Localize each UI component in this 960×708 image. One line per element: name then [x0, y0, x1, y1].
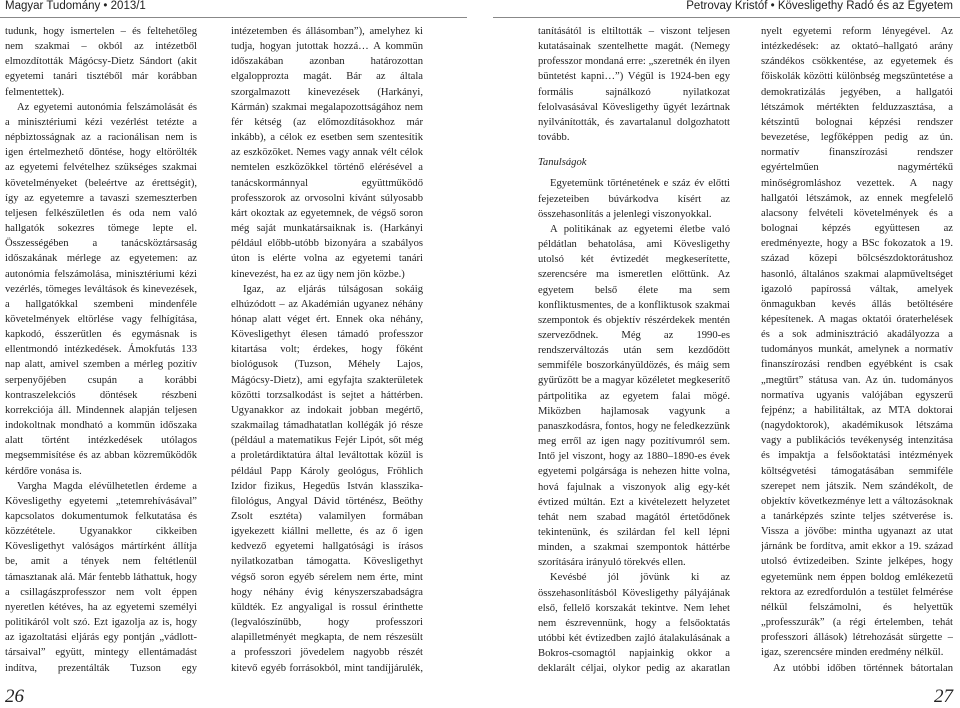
paragraph: Igaz, az eljárás túlságosan sokáig elhúzódott – az Akadémián ugyanez néhány hónap alatt véget ért. Ennek oka néhány, Kövesligethyt élesen támadó professzor kitartása volt; érdekes, hogy főként biológusok (Tuzson, Méhely Lajos, Mágócsy-Dietz), ami egyfajta szakterületek közötti torzsalkodást is sejtet a háttérben. Ugyanakkor az indokait jobban megértő, szakmailag támadhatatlan kollégák jó része (például a matematikus Fejér Lipót, sőt még a proletárdiktatúra által leváltottak közül is például Papp Károly geológus, Fröhlich Izidor fizikus, Hegedüs István klasszika-filológus, Angyal Dávid történész, Beöthy Zsolt esztéta) valamilyen formában igyekezett kiállni mellette, és az ő igen kedvező egyetemi hallgatósági is írásos nyilatkozatban támogatta. Kövesligethyt végső soron egyéb sérelem nem érte, mint hogy néhány évig kényszerszabadságra küldték. Ez angyaligal is rossul érinthette (legvalószínűbb, hogy professzori alapilletményét megkapta, de nem részesült a professzori jövedelem nagyobb részét kitevő egyéb forrásokból, mint tandíjjárulék, [231, 283, 423, 674]
text-column-3 [538, 24, 730, 676]
text-column-4 [761, 24, 953, 676]
running-header-left: Magyar Tudomány • 2013/1 [5, 0, 146, 12]
header-rule-left [0, 17, 467, 18]
page-number-right: 27 [934, 686, 953, 707]
section-heading: Tanulságok [538, 157, 587, 169]
paragraph: intézetemben és állásomban”), amelyhez ki tudja, hogyan jutottak hozzá… A kommün időszakában azonban határozottan elgalopprozta magát. Bár az általa szorgalmazott kinevezések (Harkányi, Kármán) szakmai megalapozottságához nem fér kétség (az előmozdításokhoz már inkább), a célok ez esetben sem szentesítik az eszközöket. Nemes vagy annak vélt célok nemtelen eszközökkel történő elérésével a tanácskormánnyal együttműködő professzorok az orvosolni kívánt súlyosabb kárt okoztak az egyetemnek, de végső soron még saját munkatársaiknak is. (Harkányi például előbb-utóbb bizonyára a szabályos úton is elérte volna az egyetemi tanári kinevezést, ha ez az ügy nem jön közbe.) [231, 26, 423, 280]
paragraph: Egyetemünk történetének e száz év előtti fejezeteiben búvárkodva kísért az összehasonlítás a jelenlegi viszonyokkal. [538, 178, 730, 220]
paragraph: Az egyetemi autonómia felszámolását és a minisztériumi kézi vezérlést tetézte a népbiztosságnak az a racionálisan nem is igen értelmezhető döntése, hogy eltörölték az egyetemi felvételhez szükséges szakmai követelményeket (beleértve az érettségit), így az egyetemre a tavaszi szemeszterben teljesen felkészületlen és oda nem való hallgatók sokezres tömege lepte el. Összességében a tanácsköztársaság időszakának mérlege az egyetemen: az autonómia felszámolása, minisztériumi kézi vezérlés, tömeges leváltások és kinevezések, a hallgatókkal szembeni mindenféle követelmények eltörlése vagy felhígítása, kapkodó, ésszerűtlen és egymásnak is ellentmondó intézkedések. Ámokfutás 133 nap alatt, amivel szemben a mérleg pozitív serpenyőjében csupán a korábbi kontraszelekciós döntések részbeni korrekciója áll. Mindennek alapján teljesen indokoltnak mondható a kommün időszaka alatt történt intézkedések utólagos megsemmisítése és az abban közreműködők kérdőre vonása is. [5, 101, 197, 477]
page-number-left: 26 [5, 686, 24, 707]
paragraph: tanításától is eltiltották – viszont teljesen kutatásainak szentelhette magát. (Nemegy professzor mondaná erre: „szeretnék én ilyen büntetést kapni…”) Végül is 1924-ben egy formális sajnálkozó nyilatkozat felolvasásával Kövesligethy ügyét lezártnak nyilvánították, és zavartalanul dolgozhatott tovább. [538, 26, 730, 144]
paragraph: A politikának az egyetemi életbe való példátlan behatolása, ami Kövesligethy utolsó két évtizedét megkeserítette, szerencsére ma ismeretlen előttünk. Az egyetem belső élete ma sem konfliktusmentes, de a konfliktusok szakmai szempontok és objektív részérdekek mentén szerveződnek. Még az 1990-es rendszerváltozás után sem kezdődött semmiféle boszorkányüldözés, és máig sem gyűrűzött be a magyar közéletet megkeserítő pártpolitika az egyetem falai mögé. Miközben hajlamosak vagyunk a panaszkodásra, fontos, hogy ne feledkezzünk meg erről az igen nagy pozitívumról sem. Intő jel viszont, hogy az 1880–1890-es évek egyetemi polgársága is nehezen hitte volna, hová fajulnak a viszonyok alig egy-két évtized múltán. Ezt a kivételezett helyzetet tehát nem szabad magától értetődőnek tekintenünk, és szilárdan fel kell lépni minden, a szakmai szempontok háttérbe szorítására irányuló törekvés ellen. [538, 223, 730, 569]
header-rule-right [493, 17, 960, 18]
paragraph: tudunk, hogy ismertelen – és feltehetőleg nem szakmai – okból az intézetből elmozdították Mágócsy-Dietz Sándort (akit egyetemi tanári tisztéből már korábban felmentettek). [5, 26, 197, 98]
text-column-2 [231, 24, 423, 676]
paragraph: nyelt egyetemi reform lényegével. Az intézkedések: az oktató–hallgató arány szándékos csökkentése, az egyetemek és főiskolák közötti különbség megszüntetése a demokratizálás jegyében, a hallgatói létszámok mértékten felduzzasztása, a kétszintű bolognai képzési rendszer bevezetése, legfőképpen pedig az ún. normatív finanszírozási rendszer egyértelműen nagymértékű minőségromláshoz vezettek. A nagy hallgatói létszámok, az ennek megfelelő alacsony felvételi követelmények és a bolognai képzés együttesen az eredményezte, hogy a BSc fokozatok a 19. század közepi bölcsészdoktorátushoz hasonló, általános szakmai alapműveltséget igazoló papírossá váltak, amelyek önmagukban kevés állás betöltésére képesítenek. A magas oktatói óraterhelések és a sok adminisztráció akadályozza a tudományos munkát, amelynek a normatív finanszírozási rendben egyébként is csak „megtűrt” státusa van. Az ún. tudományos normatíva ugyanis valójában egyszerű fejpénz; a habilitáltak, az MTA doktorai (nagydoktorok), akadémikusok létszáma vagy a publikációs tevékenység intenzitása és impaktja a felsőoktatási intézmények költségvetési támogatásában semmiféle szerepet nem játszik. Nem szándékolt, de objektív következménye lett a változásoknak a tanárképzés szinte teljes szétverése is. Visszа a jövőbe: minthа ugyanazt az utat járnánk be fordítva, amit ekkor a 19. század utolsó évtizedeiben. Szinte jelképes, hogy egyetemünk nem éppen boldog emlékezetű rektora az ezredfordulón a testület felmérése nélkül felszámolni, és helyettük „professzurák” (a régi értelemben, tehát professzori állások) létrehozását sürgette – igaz, szerencsére minden eredmény nélkül. [761, 26, 953, 659]
paragraph: Kevésbé jól jövünk ki az összehasonlításból Kövesligethy pályájának első, fellelő korszakát tekintve. Nem lehet nem észrevennünk, hogy a felsőoktatás utóbbi két évtizedben zajló átalakulásának a Bokros-csomagtól napjainkig okkor a deklarált céljai, olykor pedig az akaratlan [538, 572, 730, 675]
paragraph: Az utóbbi időben történnek bátortalan [773, 662, 953, 674]
running-header-right: Petrovay Kristóf • Kövesligethy Radó és az Egyetem [686, 0, 953, 12]
text-column-1 [5, 24, 197, 676]
paragraph: Vargha Magda elévülhetetlen érdeme a Kövesligethy egyetemi „tetemrehívásával” kapcsolatos dokumentumok felkutatása és közzététele. Ugyanakkor cikkeiben Kövesligethyt valóságos mártírként állítja be, amit a tények nem feltétlenül támasztanak alá. Már fentebb láthattuk, hogy a csillagászprofesszor nem volt éppen nyeretlen kétéves, ha az egyetemi személyi politikáról volt szó. Ezt igazolja az is, hogy az igazoltatási eljárás egy pontján „vádlott-társaival” együtt, mintegy ellentámadást indítva, prezentálták Tuzson egy [5, 480, 197, 674]
